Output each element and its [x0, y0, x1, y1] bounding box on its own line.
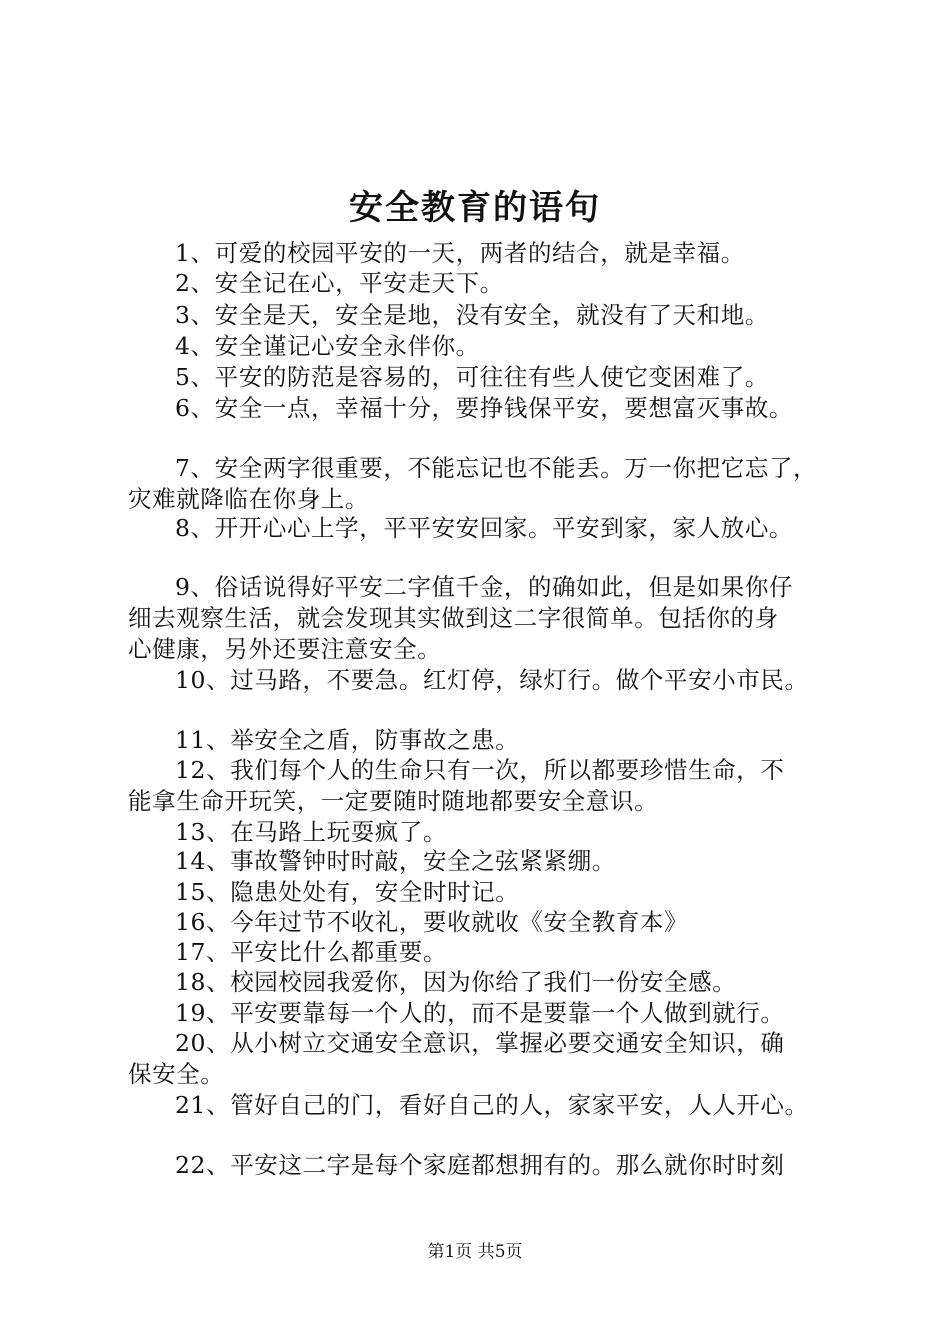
text-line: 心健康，另外还要注意安全。 — [128, 635, 442, 663]
text-line: 20、从小树立交通安全意识，掌握必要交通安全知识，确 — [175, 1029, 785, 1057]
document-title: 安全教育的语句 — [349, 188, 601, 228]
text-line: 5、平安的防范是容易的，可往往有些人使它变困难了。 — [175, 363, 769, 391]
text-line: 14、事故警钟时时敲，安全之弦紧紧绷。 — [175, 847, 616, 875]
text-line: 18、校园校园我爱你，因为你给了我们一份安全感。 — [175, 968, 737, 996]
text-line: 21、管好自己的门，看好自己的人，家家平安，人人开心。 — [175, 1091, 809, 1119]
text-line: 9、俗话说得好平安二字值千金，的确如此，但是如果你仔 — [175, 573, 794, 601]
text-line: 10、过马路，不要急。红灯停，绿灯行。做个平安小市民。 — [175, 666, 809, 694]
text-line: 15、隐患处处有，安全时时记。 — [175, 878, 520, 906]
text-line: 2、安全记在心，平安走天下。 — [175, 269, 504, 297]
text-line: 4、安全谨记心安全永伴你。 — [175, 332, 480, 360]
text-line: 能拿生命开玩笑，一定要随时随地都要安全意识。 — [128, 787, 659, 815]
text-line: 12、我们每个人的生命只有一次，所以都要珍惜生命，不 — [175, 756, 785, 784]
text-line: 3、安全是天，安全是地，没有安全，就没有了天和地。 — [175, 301, 769, 329]
text-line: 17、平安比什么都重要。 — [175, 938, 448, 966]
text-line: 6、安全一点，幸福十分，要挣钱保平安，要想富灭事故。 — [175, 394, 794, 422]
text-line: 灾难就降临在你身上。 — [128, 485, 369, 513]
text-line: 22、平安这二字是每个家庭都想拥有的。那么就你时时刻 — [175, 1151, 785, 1179]
text-line: 7、安全两字很重要，不能忘记也不能丢。万一你把它忘了， — [175, 454, 818, 482]
text-line: 保安全。 — [128, 1060, 225, 1088]
text-line: 细去观察生活，就会发现其实做到这二字很简单。包括你的身 — [128, 604, 779, 632]
text-line: 19、平安要靠每一个人的，而不是要靠一个人做到就行。 — [175, 999, 785, 1027]
text-line: 1、可爱的校园平安的一天，两者的结合，就是幸福。 — [175, 239, 745, 267]
text-line: 13、在马路上玩耍疯了。 — [175, 818, 448, 846]
text-line: 16、今年过节不收礼，要收就收《安全教育本》 — [175, 908, 689, 936]
page-number: 第1页 共5页 — [427, 1242, 523, 1262]
text-line: 8、开开心心上学，平平安安回家。平安到家，家人放心。 — [175, 514, 794, 542]
text-line: 11、举安全之盾，防事故之患。 — [175, 726, 520, 754]
